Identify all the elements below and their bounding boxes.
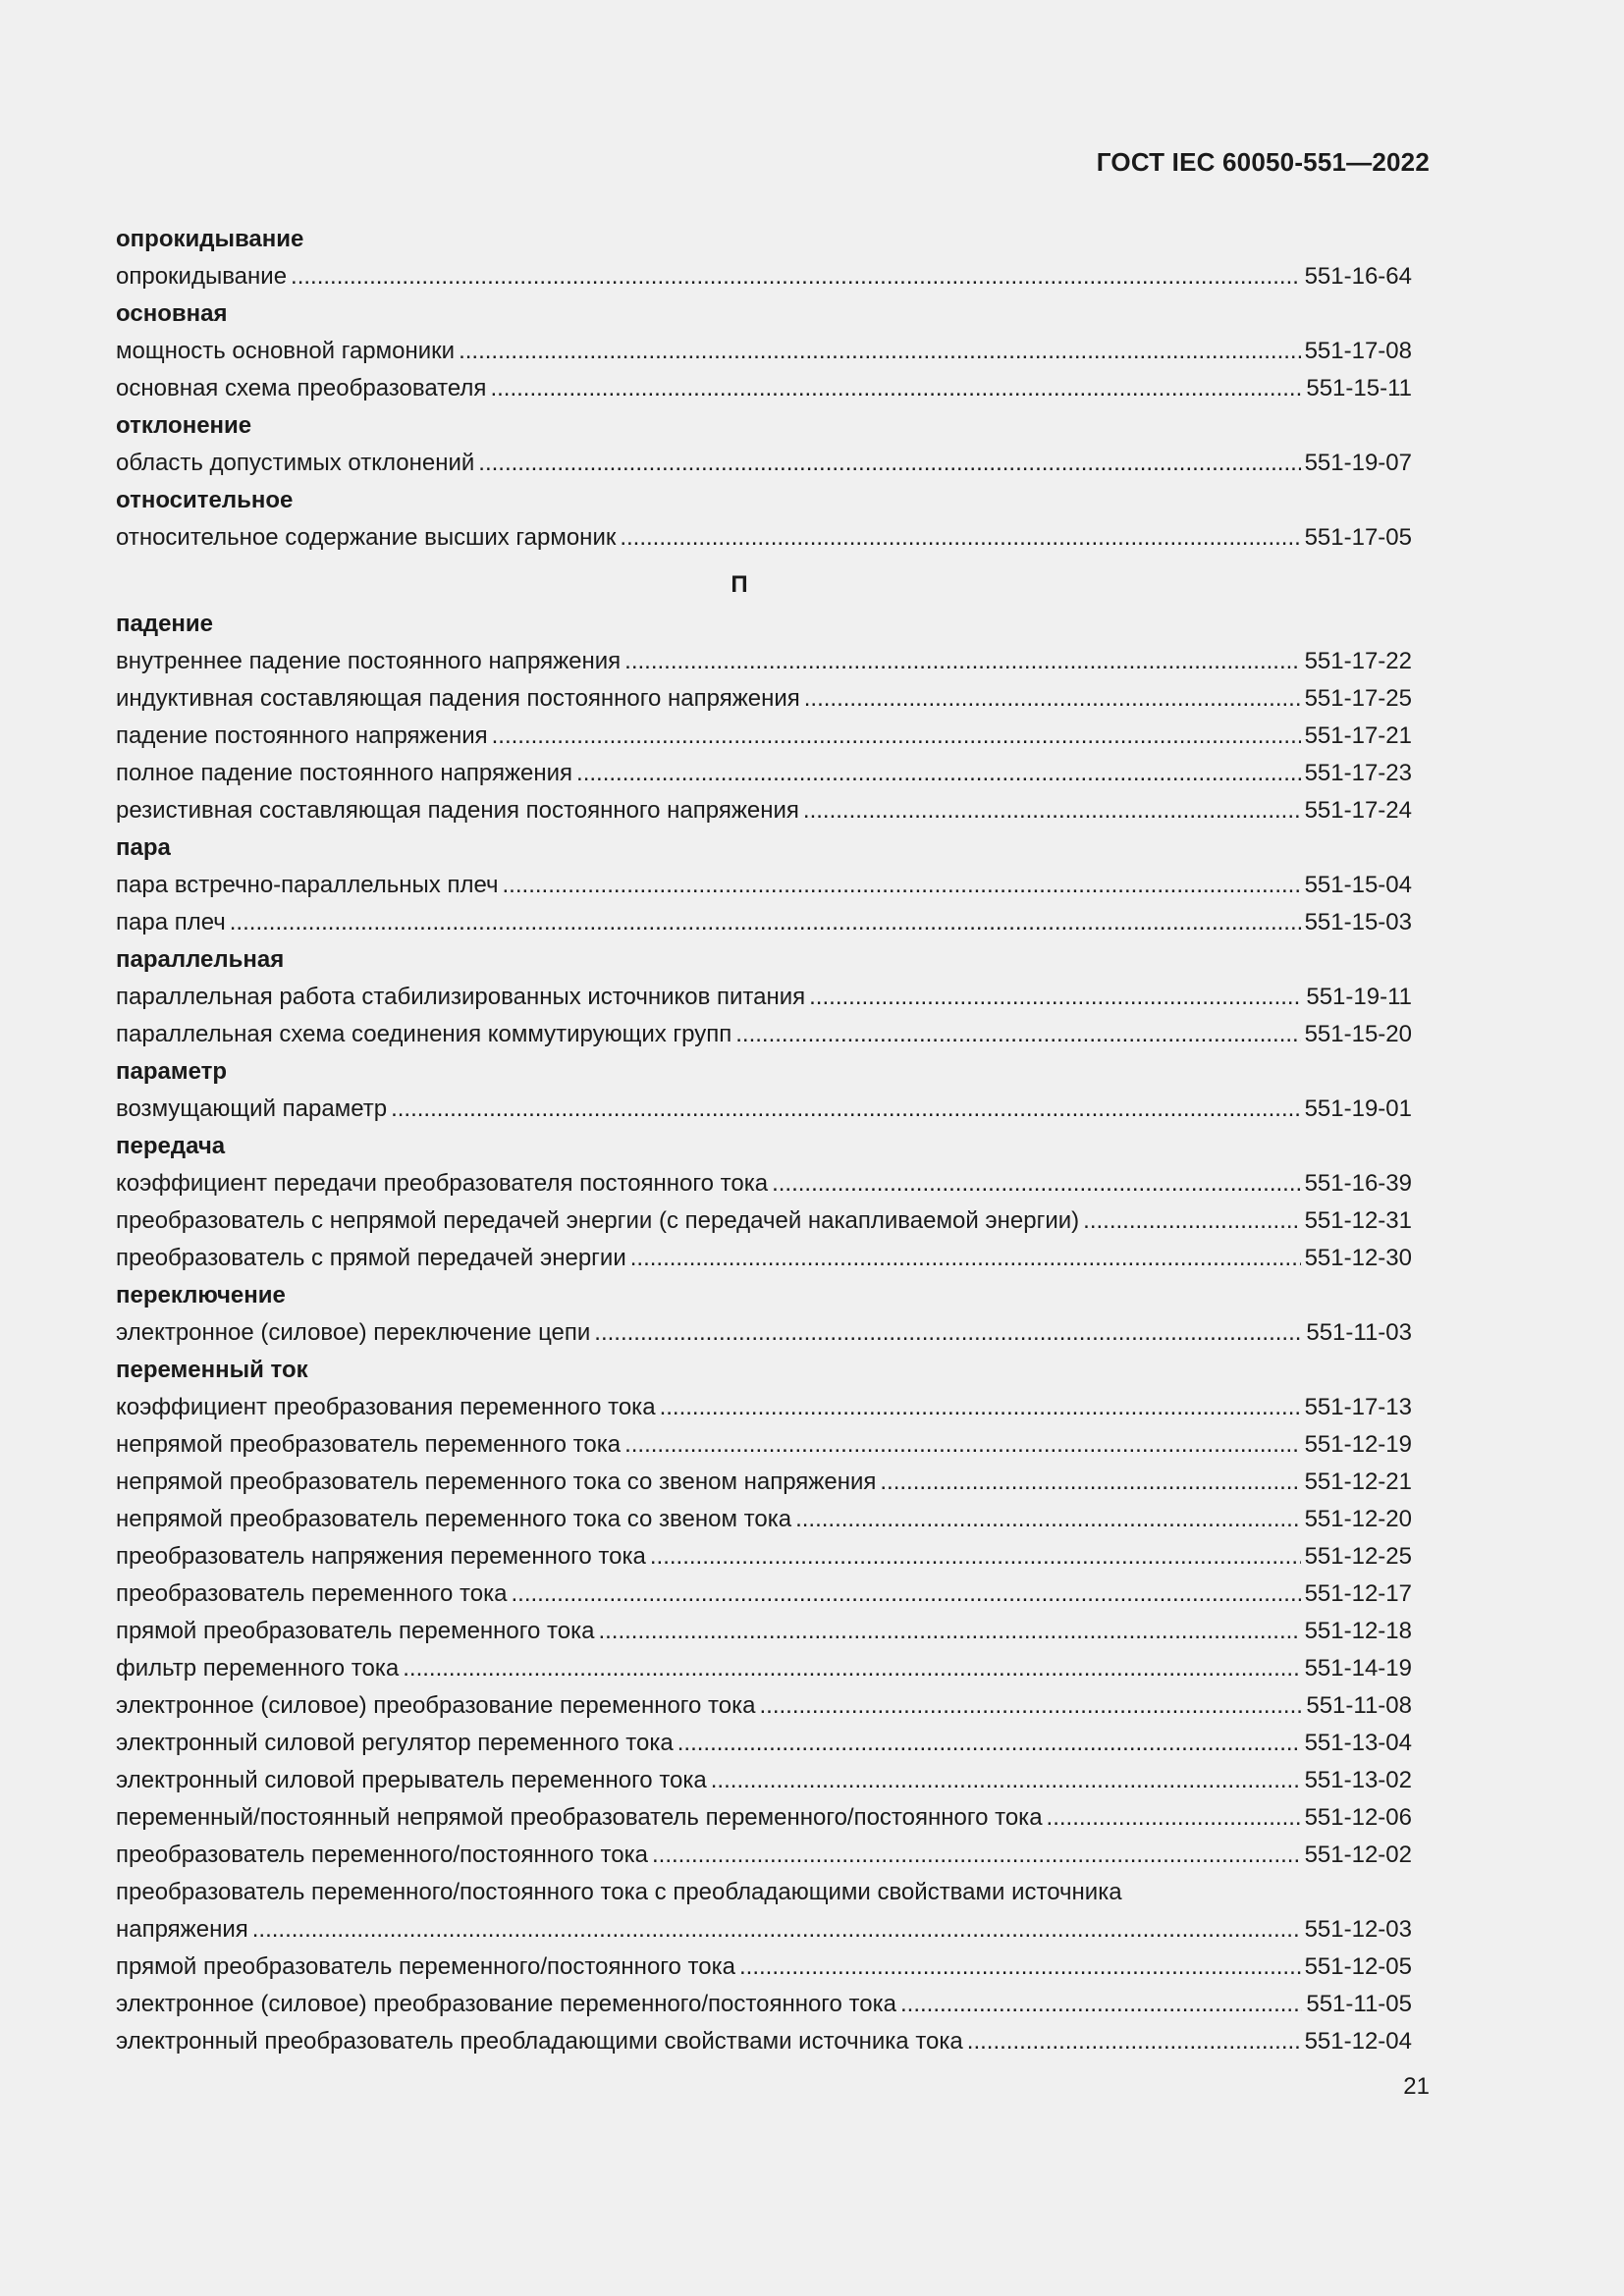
index-entry bbox=[116, 1538, 1412, 1575]
dot-leader bbox=[809, 979, 1302, 1016]
index-entry bbox=[116, 1874, 1412, 1949]
group-heading: параллельная bbox=[116, 946, 285, 973]
index-section bbox=[116, 1053, 1412, 1128]
entry-code: 551-17-23 bbox=[1304, 760, 1412, 786]
entry-code: 551-17-05 bbox=[1304, 524, 1412, 551]
index-entry bbox=[116, 1501, 1412, 1538]
dot-leader bbox=[739, 1949, 1301, 1986]
index-entry bbox=[116, 1389, 1412, 1426]
entry-term: полное падение постоянного напряжения bbox=[116, 760, 573, 786]
dot-leader bbox=[403, 1650, 1300, 1687]
group-heading: переключение bbox=[116, 1282, 286, 1308]
entry-term: область допустимых отклонений bbox=[116, 450, 475, 476]
entry-code: 551-17-22 bbox=[1304, 648, 1412, 674]
dot-leader bbox=[759, 1687, 1302, 1725]
dot-leader bbox=[490, 370, 1302, 407]
entry-term: электронное (силовое) преобразование переменного тока bbox=[116, 1692, 756, 1719]
index-section bbox=[116, 482, 1412, 557]
entry-code: 551-12-05 bbox=[1304, 1953, 1412, 1980]
index-entry bbox=[116, 979, 1412, 1016]
index-entry bbox=[116, 1202, 1412, 1240]
dot-leader bbox=[677, 1725, 1301, 1762]
dot-leader bbox=[624, 643, 1300, 680]
entry-code: 551-15-04 bbox=[1304, 872, 1412, 898]
dot-leader bbox=[652, 1837, 1301, 1874]
index-entry bbox=[116, 1837, 1412, 1874]
entry-term: преобразователь переменного/постоянного тока bbox=[116, 1842, 648, 1868]
entry-code: 551-12-31 bbox=[1304, 1207, 1412, 1234]
index-section bbox=[116, 829, 1412, 941]
entry-term: мощность основной гармоники bbox=[116, 338, 456, 364]
entry-code: 551-17-13 bbox=[1304, 1394, 1412, 1420]
index-entry bbox=[116, 643, 1412, 680]
index-entry bbox=[116, 792, 1412, 829]
index-entry bbox=[116, 1314, 1412, 1352]
entry-term: падение постоянного напряжения bbox=[116, 722, 488, 749]
entry-term: преобразователь с непрямой передачей энергии (с передачей накапливаемой энергии) bbox=[116, 1207, 1080, 1234]
dot-leader bbox=[594, 1314, 1302, 1352]
index-entry bbox=[116, 258, 1412, 295]
dot-leader bbox=[503, 867, 1301, 904]
group-heading: переменный ток bbox=[116, 1357, 308, 1383]
entry-code: 551-14-19 bbox=[1304, 1655, 1412, 1682]
entry-code: 551-12-20 bbox=[1304, 1506, 1412, 1532]
entry-code: 551-19-01 bbox=[1304, 1095, 1412, 1122]
entry-term: электронный силовой регулятор переменного тока bbox=[116, 1730, 674, 1756]
entry-code: 551-12-04 bbox=[1304, 2028, 1412, 2055]
dot-leader bbox=[511, 1575, 1300, 1613]
index-section bbox=[116, 1128, 1412, 1277]
index-entry bbox=[116, 2023, 1412, 2060]
entry-code: 551-15-20 bbox=[1304, 1021, 1412, 1047]
entry-term: электронный силовой прерыватель переменного тока bbox=[116, 1767, 707, 1793]
entry-term: коэффициент преобразования переменного тока bbox=[116, 1394, 656, 1420]
entry-term: непрямой преобразователь переменного тока со звеном тока bbox=[116, 1506, 792, 1532]
page-number: 21 bbox=[1403, 2073, 1430, 2100]
dot-leader bbox=[803, 792, 1301, 829]
entry-code: 551-13-04 bbox=[1304, 1730, 1412, 1756]
entry-term: преобразователь переменного тока bbox=[116, 1580, 508, 1607]
dot-leader bbox=[1083, 1202, 1300, 1240]
dot-leader bbox=[650, 1538, 1301, 1575]
dot-leader bbox=[291, 258, 1301, 295]
entry-code: 551-12-06 bbox=[1304, 1804, 1412, 1831]
dot-leader bbox=[576, 755, 1301, 792]
entry-code: 551-11-05 bbox=[1306, 1991, 1412, 2017]
index-entry bbox=[116, 1016, 1412, 1053]
entry-term: непрямой преобразователь переменного тока bbox=[116, 1431, 622, 1458]
dot-leader bbox=[711, 1762, 1301, 1799]
index-entry bbox=[116, 1687, 1412, 1725]
entry-code: 551-16-64 bbox=[1304, 263, 1412, 290]
entry-code: 551-17-21 bbox=[1304, 722, 1412, 749]
index-entry bbox=[116, 1725, 1412, 1762]
group-heading: опрокидывание bbox=[116, 226, 304, 252]
entry-term: опрокидывание bbox=[116, 263, 288, 290]
dot-leader bbox=[880, 1464, 1300, 1501]
entry-term: относительное содержание высших гармоник bbox=[116, 524, 617, 551]
entry-term: параллельная схема соединения коммутирующих групп bbox=[116, 1021, 732, 1047]
group-heading: параметр bbox=[116, 1058, 228, 1085]
group-heading: падение bbox=[116, 611, 214, 637]
entry-term: электронный преобразователь преобладающими свойствами источника тока bbox=[116, 2028, 963, 2055]
dot-leader bbox=[967, 2023, 1301, 2060]
entry-line bbox=[116, 1911, 1412, 1949]
entry-term: прямой преобразователь переменного/постоянного тока bbox=[116, 1953, 735, 1980]
dot-leader bbox=[795, 1501, 1301, 1538]
entry-term: переменный/постоянный непрямой преобразователь переменного/постоянного тока bbox=[116, 1804, 1043, 1831]
entry-code: 551-11-03 bbox=[1306, 1319, 1412, 1346]
entry-code: 551-12-21 bbox=[1304, 1468, 1412, 1495]
index-section bbox=[116, 221, 1412, 295]
dot-leader bbox=[804, 680, 1301, 718]
index-entry bbox=[116, 1165, 1412, 1202]
group-heading: передача bbox=[116, 1133, 226, 1159]
dot-leader bbox=[252, 1911, 1301, 1949]
index-entry bbox=[116, 1426, 1412, 1464]
index-section bbox=[116, 407, 1412, 482]
index-section bbox=[116, 1352, 1412, 2060]
entry-term: резистивная составляющая падения постоянного напряжения bbox=[116, 797, 799, 824]
dot-leader bbox=[598, 1613, 1300, 1650]
entry-code: 551-17-25 bbox=[1304, 685, 1412, 712]
entry-term: преобразователь напряжения переменного тока bbox=[116, 1543, 646, 1570]
index-entry bbox=[116, 755, 1412, 792]
group-heading: относительное bbox=[116, 487, 294, 513]
entry-term: основная схема преобразователя bbox=[116, 375, 487, 401]
index-entry bbox=[116, 333, 1412, 370]
dot-leader bbox=[230, 904, 1301, 941]
entry-term: внутреннее падение постоянного напряжения bbox=[116, 648, 622, 674]
dot-leader bbox=[772, 1165, 1301, 1202]
dot-leader bbox=[624, 1426, 1301, 1464]
entry-term: электронное (силовое) переключение цепи bbox=[116, 1319, 591, 1346]
entry-term: фильтр переменного тока bbox=[116, 1655, 400, 1682]
index-section bbox=[116, 295, 1412, 407]
index-entry bbox=[116, 445, 1412, 482]
index-entry bbox=[116, 718, 1412, 755]
dot-leader bbox=[630, 1240, 1301, 1277]
entry-code: 551-13-02 bbox=[1304, 1767, 1412, 1793]
index-section bbox=[116, 606, 1412, 829]
group-heading: отклонение bbox=[116, 412, 252, 439]
index-sections-before bbox=[116, 221, 1412, 557]
index-entry bbox=[116, 904, 1412, 941]
index-section bbox=[116, 1277, 1412, 1352]
index-entry bbox=[116, 1091, 1412, 1128]
term-index bbox=[116, 221, 1412, 2060]
entry-code: 551-12-25 bbox=[1304, 1543, 1412, 1570]
entry-term: пара плеч bbox=[116, 909, 226, 935]
index-entry bbox=[116, 680, 1412, 718]
group-heading: пара bbox=[116, 834, 171, 861]
index-entry bbox=[116, 1949, 1412, 1986]
index-entry bbox=[116, 1240, 1412, 1277]
index-entry bbox=[116, 519, 1412, 557]
entry-code: 551-12-17 bbox=[1304, 1580, 1412, 1607]
entry-code: 551-12-02 bbox=[1304, 1842, 1412, 1868]
entry-term: преобразователь переменного/постоянного тока с преобладающими свойствами источника bbox=[116, 1879, 1122, 1905]
document-header: ГОСТ IEC 60050-551—2022 bbox=[1096, 147, 1430, 177]
entry-code: 551-19-11 bbox=[1306, 984, 1412, 1010]
entry-code: 551-12-19 bbox=[1304, 1431, 1412, 1458]
entry-term: пара встречно-параллельных плеч bbox=[116, 872, 499, 898]
dot-leader bbox=[660, 1389, 1301, 1426]
index-section bbox=[116, 941, 1412, 1053]
entry-term: электронное (силовое) преобразование переменного/постоянного тока bbox=[116, 1991, 896, 2017]
entry-code: 551-12-30 bbox=[1304, 1245, 1412, 1271]
index-entry bbox=[116, 1575, 1412, 1613]
letter-divider: П bbox=[731, 571, 748, 598]
dot-leader bbox=[620, 519, 1300, 557]
entry-term: преобразователь с прямой передачей энергии bbox=[116, 1245, 626, 1271]
entry-term: непрямой преобразователь переменного тока со звеном напряжения bbox=[116, 1468, 877, 1495]
entry-term: параллельная работа стабилизированных источников питания bbox=[116, 984, 806, 1010]
entry-term: возмущающий параметр bbox=[116, 1095, 388, 1122]
entry-code: 551-12-03 bbox=[1304, 1916, 1412, 1943]
dot-leader bbox=[478, 445, 1300, 482]
entry-code: 551-17-08 bbox=[1304, 338, 1412, 364]
dot-leader bbox=[391, 1091, 1300, 1128]
entry-code: 551-12-18 bbox=[1304, 1618, 1412, 1644]
entry-code: 551-19-07 bbox=[1304, 450, 1412, 476]
group-heading: основная bbox=[116, 300, 228, 327]
dot-leader bbox=[492, 718, 1301, 755]
index-entry bbox=[116, 867, 1412, 904]
dot-leader bbox=[459, 333, 1301, 370]
entry-term: индуктивная составляющая падения постоянного напряжения bbox=[116, 685, 800, 712]
entry-term: прямой преобразователь переменного тока bbox=[116, 1618, 595, 1644]
entry-term-continuation: напряжения bbox=[116, 1916, 248, 1943]
entry-term: коэффициент передачи преобразователя постоянного тока bbox=[116, 1170, 769, 1197]
index-entry bbox=[116, 1650, 1412, 1687]
entry-code: 551-17-24 bbox=[1304, 797, 1412, 824]
index-entry bbox=[116, 1799, 1412, 1837]
index-entry bbox=[116, 1613, 1412, 1650]
index-entry bbox=[116, 1464, 1412, 1501]
entry-code: 551-15-11 bbox=[1306, 375, 1412, 401]
index-entry bbox=[116, 1762, 1412, 1799]
entry-code: 551-16-39 bbox=[1304, 1170, 1412, 1197]
index-entry bbox=[116, 1986, 1412, 2023]
entry-code: 551-11-08 bbox=[1306, 1692, 1412, 1719]
dot-leader bbox=[1047, 1799, 1301, 1837]
dot-leader bbox=[900, 1986, 1302, 2023]
dot-leader bbox=[735, 1016, 1300, 1053]
index-sections-after bbox=[116, 606, 1412, 2060]
index-entry bbox=[116, 370, 1412, 407]
entry-code: 551-15-03 bbox=[1304, 909, 1412, 935]
